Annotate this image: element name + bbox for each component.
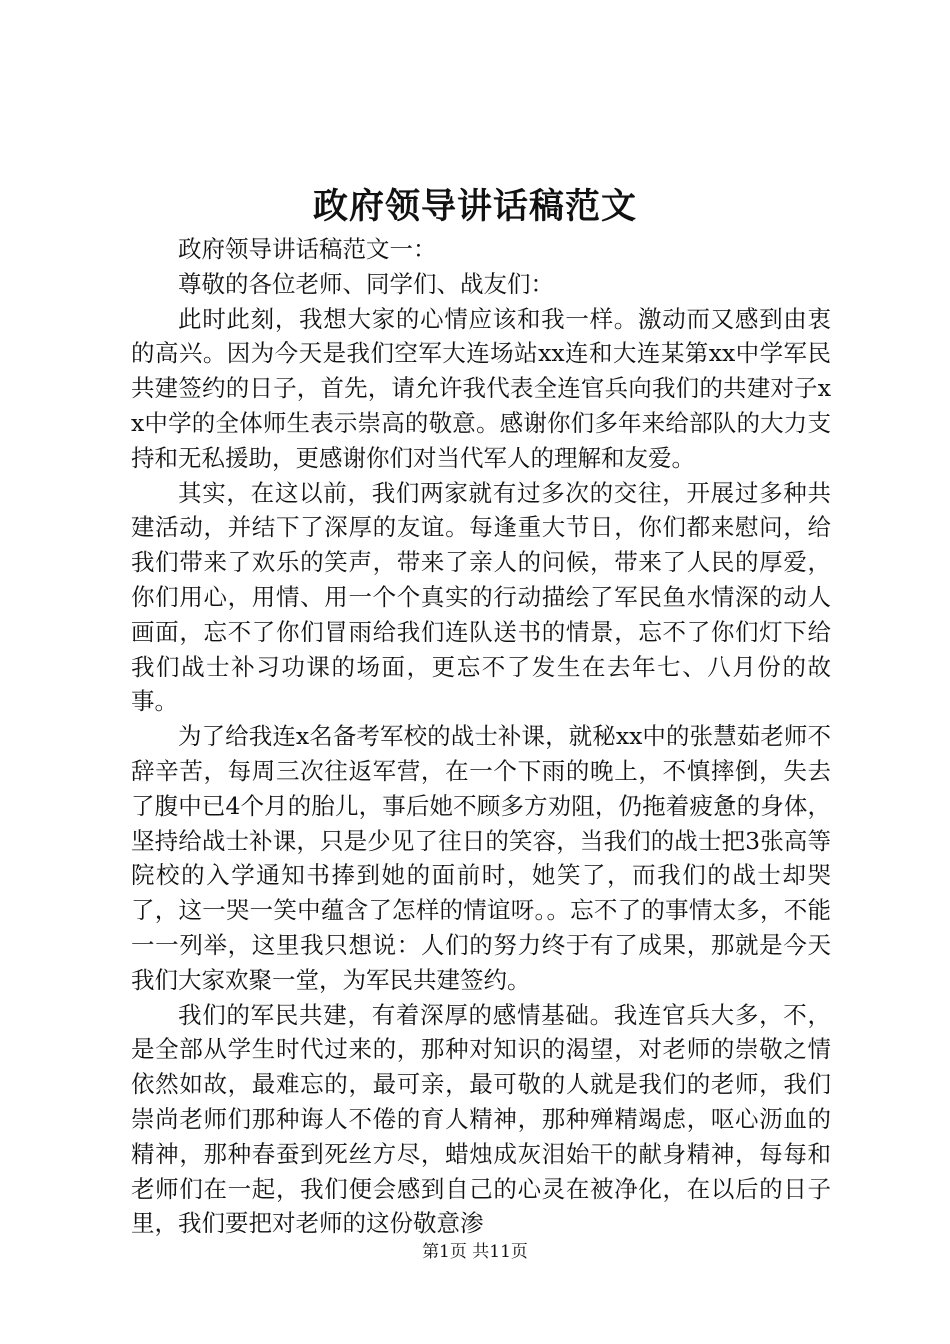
paragraph: 我们的军民共建，有着深厚的感情基础。我连官兵大多，不，是全部从学生时代过来的，那种对知识的渴望，对老师的崇敬之情依然如故，最难忘的，最可亲，最可敬的人就是我们的老师，我们崇尚老师们那种诲人不倦的育人精神，那种殚精竭虑，呕心沥血的精神，那种春蚕到死丝方尽，蜡烛成灰泪始干的献身精神，每每和老师们在一起，我们便会感到自己的心灵在被净化，在以后的日子里，我们要把对老师的这份敬意渗 [131, 1000, 831, 1238]
paragraph: 为了给我连x名备考军校的战士补课，就秘xx中的张慧茹老师不辞辛苦，每周三次往返军营，在一个下雨的晚上，不慎摔倒，失去了腹中已4个月的胎儿，事后她不顾多方劝阻，仍拖着疲惫的身体，坚持给战士补课，只是少见了往日的笑容，当我们的战士把3张高等院校的入学通知书捧到她的面前时，她笑了，而我们的战士却哭了，这一哭一笑中蕴含了怎样的情谊呀。。忘不了的事情太多，不能一一列举，这里我只想说：人们的努力终于有了成果，那就是今天我们大家欢聚一堂，为军民共建签约。 [131, 722, 831, 994]
paragraph-heading: 政府领导讲话稿范文一： [178, 235, 437, 263]
paragraph: 其实，在这以前，我们两家就有过多次的交往，开展过多种共建活动，并结下了深厚的友谊。每逢重大节日，你们都来慰问，给我们带来了欢乐的笑声，带来了亲人的问候，带来了人民的厚爱，你们用心，用情、用一个个真实的行动描绘了军民鱼水情深的动人画面，忘不了你们冒雨给我们连队送书的情景，忘不了你们灯下给我们战士补习功课的场面，更忘不了发生在去年七、八月份的故事。 [131, 478, 831, 716]
page-number-footer: 第1页 共11页 [422, 1242, 528, 1262]
paragraph: 此时此刻，我想大家的心情应该和我一样。激动而又感到由衷的高兴。因为今天是我们空军大连场站xx连和大连某第xx中学军民共建签约的日子，首先，请允许我代表全连官兵向我们的共建对子xx中学的全体师生表示崇高的敬意。感谢你们多年来给部队的大力支持和无私援助，更感谢你们对当代军人的理解和友爱。 [131, 304, 831, 472]
paragraph-salutation: 尊敬的各位老师、同学们、战友们： [178, 269, 554, 298]
document-title: 政府领导讲话稿范文 [312, 186, 637, 227]
document-body [131, 232, 831, 1241]
